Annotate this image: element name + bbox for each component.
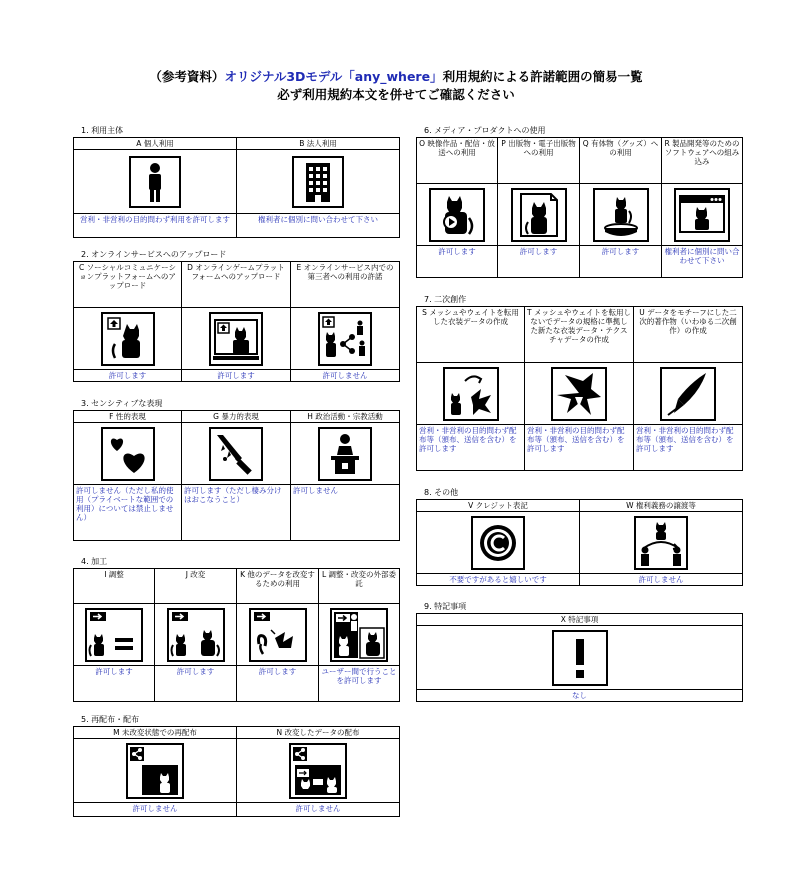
- result-text: 許可します: [498, 246, 580, 278]
- upload-cat-icon: [101, 312, 155, 366]
- header-third-party-license: E オンラインサービス内での第三者への利用の許諾: [291, 262, 400, 308]
- result-text: 許可します: [74, 666, 155, 702]
- cell-picture: [580, 184, 662, 246]
- header-outsource: L 調整・改変の外部委託: [319, 569, 400, 604]
- header-corporate-use: B 法人利用: [237, 138, 400, 150]
- section-title: 2. オンラインサービスへのアップロード: [81, 250, 227, 259]
- result-text: 許可しません: [291, 370, 400, 382]
- cell-picture: [417, 363, 525, 425]
- adjust-icon: [85, 608, 143, 662]
- cell-picture: [182, 308, 291, 370]
- section-title: 3. センシティブな表現: [81, 399, 163, 408]
- person-icon: [129, 156, 181, 208]
- software-window-icon: [674, 188, 730, 242]
- redistribute-icon: [126, 743, 184, 799]
- header-rights-transfer: W 権利義務の譲渡等: [580, 500, 743, 512]
- video-cat-icon: [429, 188, 485, 242]
- section-title: 5. 再配布・配布: [81, 715, 140, 724]
- header-goods: Q 有体物（グッズ）への利用: [580, 138, 662, 184]
- header-adjust: I 調整: [74, 569, 155, 604]
- section-title: 6. メディア・プロダクトへの使用: [424, 126, 546, 135]
- section-derivative-works: [416, 295, 743, 471]
- section-processing: [73, 557, 400, 702]
- header-distribute-modified: N 改変したデータの配布: [237, 727, 400, 739]
- cell-picture: [74, 604, 155, 666]
- header-mesh-costume: S メッシュやウェイトを転用した衣装データの作成: [417, 307, 525, 363]
- cell-picture: [291, 423, 400, 485]
- result-text: 不要ですがあると嬉しいです: [417, 574, 580, 586]
- cell-picture: [525, 363, 634, 425]
- header-game-upload: D オンラインゲームプラットフォームへのアップロード: [182, 262, 291, 308]
- modify-other-icon: [249, 608, 307, 662]
- result-text: 権利者に個別に問い合わせて下さい: [662, 246, 743, 278]
- section-other: [416, 488, 743, 586]
- result-text: 許可しません: [237, 803, 400, 817]
- section-title: 8. その他: [424, 488, 459, 497]
- result-text: 営利・非営利の目的問わず配布等（頒布、送信を含む）を許可します: [634, 425, 743, 471]
- section-title: 7. 二次創作: [424, 295, 467, 304]
- header-social-upload: C ソーシャルコミュニケーションプラットフォームへのアップロード: [74, 262, 182, 308]
- cell-picture: [662, 184, 743, 246]
- section-usage-subject: [73, 126, 400, 238]
- pen-nib-icon: [660, 367, 716, 421]
- result-text: 営利・非営利の目的問わず配布等（頒布、送信を含む）を許可します: [417, 425, 525, 471]
- result-text: 許可します（ただし棲み分けはおこなうこと）: [182, 485, 291, 541]
- header-video: O 映像作品・配信・放送への利用: [417, 138, 498, 184]
- document-subtitle: 必ず利用規約本文を併せてご確認ください: [277, 87, 515, 102]
- cell-picture: [182, 423, 291, 485]
- cell-picture: [74, 739, 237, 803]
- header-individual-use: A 個人利用: [74, 138, 237, 150]
- cell-picture: [498, 184, 580, 246]
- header-credit: V クレジット表記: [417, 500, 580, 512]
- cell-picture: [237, 604, 319, 666]
- header-politics-religion: H 政治活動・宗教活動: [291, 411, 400, 423]
- result-text: 営利・非営利の目的問わず配布等（頒布、送信を含む）を許可します: [525, 425, 634, 471]
- new-costume-icon: [551, 367, 607, 421]
- modify-icon: [167, 608, 225, 662]
- goods-figure-icon: [593, 188, 649, 242]
- cell-picture: [417, 512, 580, 574]
- cell-picture: [237, 150, 400, 214]
- outsource-icon: [330, 608, 388, 662]
- document-title: （参考資料）オリジナル3Dモデル「any_where」利用規約による許諾範囲の簡易一覧: [149, 69, 643, 84]
- cell-picture: [417, 626, 743, 690]
- section-title: 4. 加工: [81, 557, 108, 566]
- result-text: 許可します: [155, 666, 237, 702]
- section-title: 9. 特記事項: [424, 602, 467, 611]
- transfer-rights-icon: [634, 516, 688, 570]
- cell-picture: [74, 423, 182, 485]
- result-text: 許可します: [74, 370, 182, 382]
- result-text: 許可しません: [74, 803, 237, 817]
- distribute-modified-icon: [289, 743, 347, 799]
- header-special-notes: X 特記事項: [417, 614, 743, 626]
- result-text: 営利・非営利の目的問わず利用を許可します: [74, 214, 237, 238]
- cell-picture: [417, 184, 498, 246]
- result-text: ユーザー間で行うことを許可します: [319, 666, 400, 702]
- header-publication: P 出版物・電子出版物への利用: [498, 138, 580, 184]
- bloody-knife-icon: [209, 427, 263, 481]
- result-text: 許可しません: [580, 574, 743, 586]
- result-text: 許可しません: [291, 485, 400, 541]
- header-sexual: F 性的表現: [74, 411, 182, 423]
- share-cat-icon: [318, 312, 372, 366]
- result-text: 権利者に個別に問い合わせて下さい: [237, 214, 400, 238]
- section-sensitive-expression: [73, 399, 400, 541]
- section-online-upload: [73, 250, 400, 382]
- publication-cat-icon: [511, 188, 567, 242]
- exclamation-icon: [552, 630, 608, 686]
- section-special-notes: [416, 602, 743, 702]
- header-new-costume: T メッシュやウェイトを転用しないでデータの規格に準拠した新たな衣装データ・テクスチャデータの作成: [525, 307, 634, 363]
- header-violence: G 暴力的表現: [182, 411, 291, 423]
- costume-mesh-icon: [443, 367, 499, 421]
- result-text: 許可します: [580, 246, 662, 278]
- cell-picture: [634, 363, 743, 425]
- header-modify: J 改変: [155, 569, 237, 604]
- cell-picture: [580, 512, 743, 574]
- result-text: 許可しません（ただし私的使用（プライベートな範囲での利用）については禁止しません）: [74, 485, 182, 541]
- header-redistribute-unmodified: M 未改変状態での再配布: [74, 727, 237, 739]
- cell-picture: [74, 308, 182, 370]
- result-text: なし: [417, 690, 743, 702]
- office-building-icon: [292, 156, 344, 208]
- podium-speaker-icon: [318, 427, 372, 481]
- cell-picture: [155, 604, 237, 666]
- upload-monitor-cat-icon: [209, 312, 263, 366]
- header-software: R 製品開発等のためのソフトウェアへの組み込み: [662, 138, 743, 184]
- section-media-products: [416, 126, 743, 278]
- result-text: 許可します: [182, 370, 291, 382]
- cell-picture: [291, 308, 400, 370]
- cell-picture: [237, 739, 400, 803]
- result-text: 許可します: [417, 246, 498, 278]
- hearts-icon: [101, 427, 155, 481]
- header-modify-other: K 他のデータを改変するための利用: [237, 569, 319, 604]
- header-secondary-creation: U データをモチーフにした二次的著作物（いわゆる二次創作）の作成: [634, 307, 743, 363]
- copyright-icon: [471, 516, 525, 570]
- result-text: 許可します: [237, 666, 319, 702]
- cell-picture: [319, 604, 400, 666]
- cell-picture: [74, 150, 237, 214]
- section-redistribution: [73, 715, 400, 817]
- section-title: 1. 利用主体: [81, 126, 124, 135]
